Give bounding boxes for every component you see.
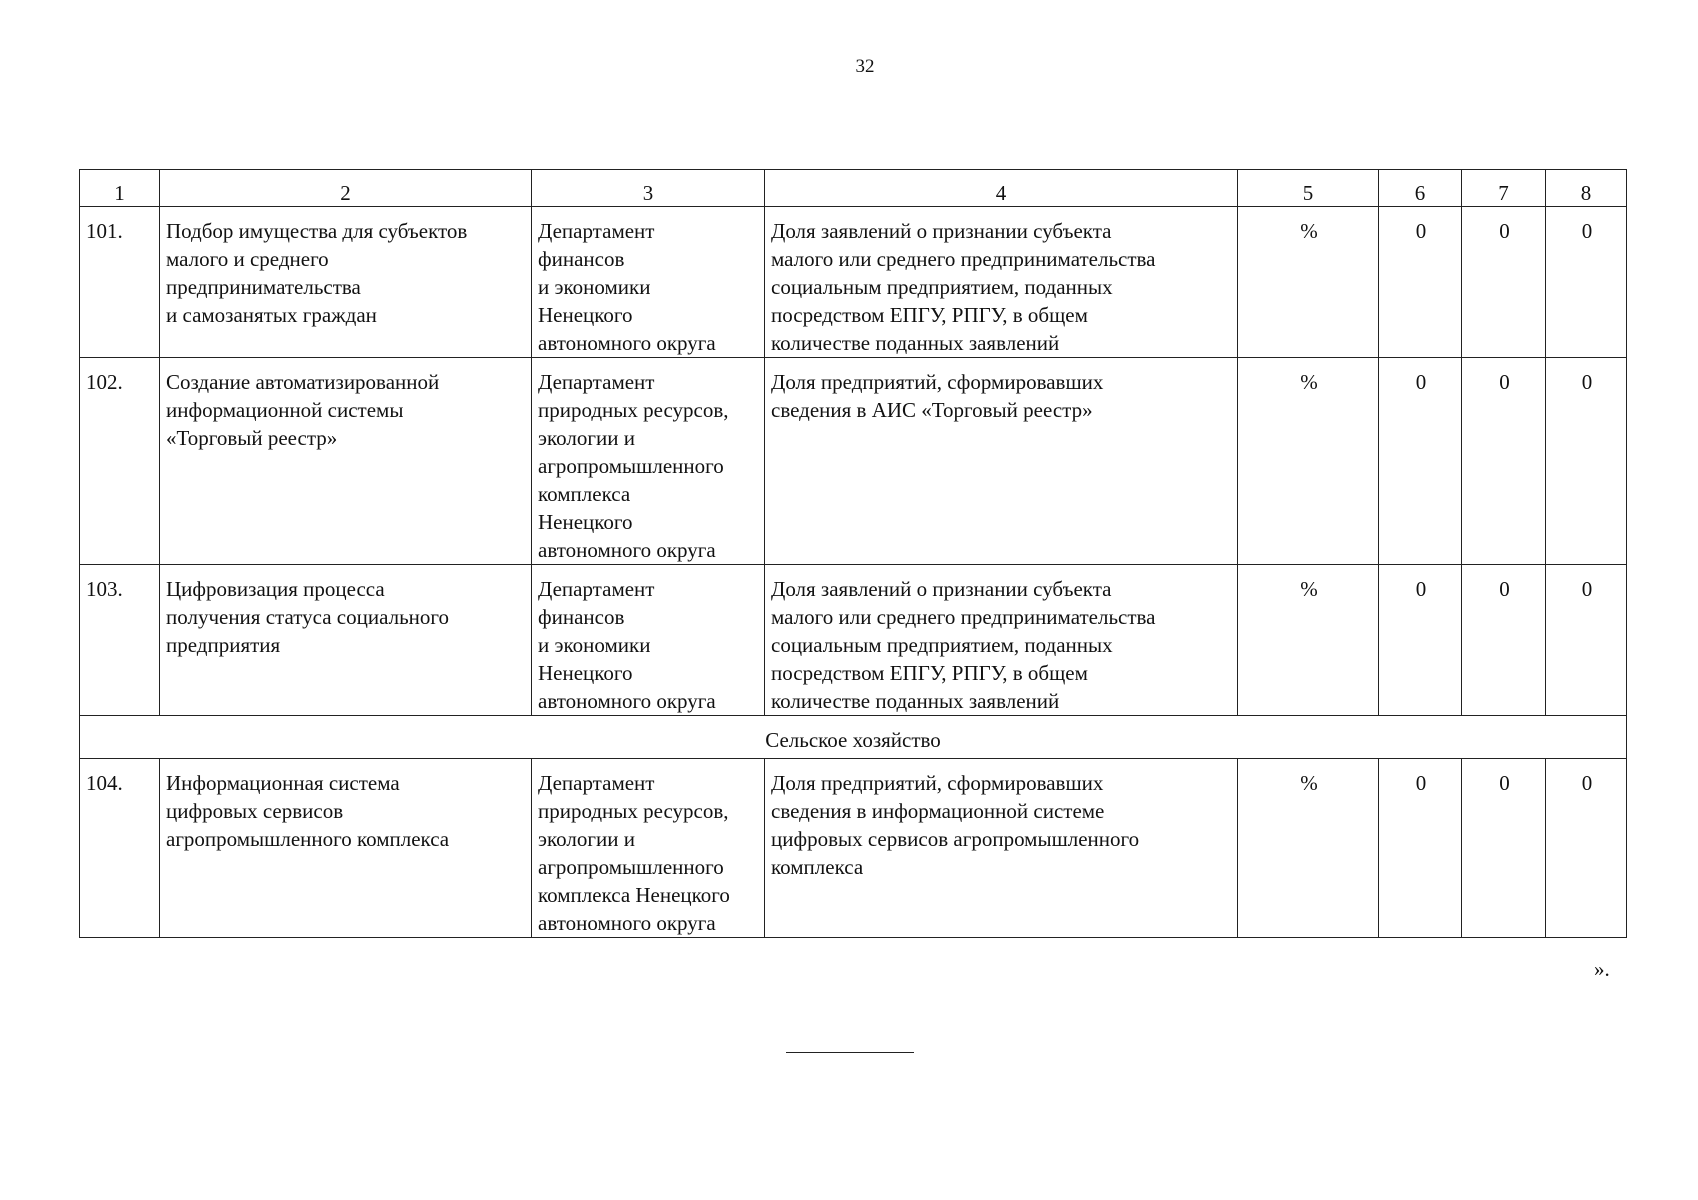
indicators-table <box>79 169 1627 938</box>
column-number: 1 <box>80 170 160 207</box>
column-number: 7 <box>1462 170 1546 207</box>
closing-quote-mark: ». <box>1594 957 1610 981</box>
value-cell: 0 <box>1379 565 1462 716</box>
table-row <box>80 358 1627 565</box>
value-cell: 0 <box>1546 358 1627 565</box>
value-cell: 0 <box>1462 207 1546 358</box>
value-cell: 0 <box>1379 759 1462 938</box>
table-row <box>80 759 1627 938</box>
table-row <box>80 565 1627 716</box>
value-cell: 0 <box>1546 759 1627 938</box>
value-cell: 0 <box>1462 759 1546 938</box>
value-cell: 0 <box>1379 358 1462 565</box>
indicator-description: Доля предприятий, сформировавших сведения в АИС «Торговый реестр» <box>765 358 1238 565</box>
row-number: 101. <box>80 207 160 358</box>
measure-name: Создание автоматизированной информационной системы «Торговый реестр» <box>160 358 532 565</box>
column-number-row <box>80 170 1627 207</box>
value-cell: 0 <box>1462 565 1546 716</box>
section-title: Сельское хозяйство <box>80 716 1627 759</box>
column-number: 2 <box>160 170 532 207</box>
responsible-department: Департамент природных ресурсов, экологии и агропромышленного комплекса Ненецкого автономного округа <box>532 358 765 565</box>
unit-cell: % <box>1238 759 1379 938</box>
column-number: 8 <box>1546 170 1627 207</box>
value-cell: 0 <box>1379 207 1462 358</box>
row-number: 104. <box>80 759 160 938</box>
column-number: 3 <box>532 170 765 207</box>
row-number: 102. <box>80 358 160 565</box>
unit-cell: % <box>1238 207 1379 358</box>
responsible-department: Департамент природных ресурсов, экологии и агропромышленного комплекса Ненецкого автономного округа <box>532 759 765 938</box>
responsible-department: Департамент финансов и экономики Ненецкого автономного округа <box>532 207 765 358</box>
table-row <box>80 207 1627 358</box>
indicator-description: Доля заявлений о признании субъекта малого или среднего предпринимательства социальным предприятием, поданных посредством ЕПГУ, РПГУ, в общем количестве поданных заявлений <box>765 565 1238 716</box>
unit-cell: % <box>1238 565 1379 716</box>
measure-name: Цифровизация процесса получения статуса социального предприятия <box>160 565 532 716</box>
indicator-description: Доля заявлений о признании субъекта малого или среднего предпринимательства социальным предприятием, поданных посредством ЕПГУ, РПГУ, в общем количестве поданных заявлений <box>765 207 1238 358</box>
row-number: 103. <box>80 565 160 716</box>
value-cell: 0 <box>1546 565 1627 716</box>
measure-name: Подбор имущества для субъектов малого и среднего предпринимательства и самозанятых граждан <box>160 207 532 358</box>
end-of-document-rule <box>786 1052 914 1053</box>
unit-cell: % <box>1238 358 1379 565</box>
indicator-description: Доля предприятий, сформировавших сведения в информационной системе цифровых сервисов агропромышленного комплекса <box>765 759 1238 938</box>
measure-name: Информационная система цифровых сервисов агропромышленного комплекса <box>160 759 532 938</box>
responsible-department: Департамент финансов и экономики Ненецкого автономного округа <box>532 565 765 716</box>
column-number: 5 <box>1238 170 1379 207</box>
value-cell: 0 <box>1462 358 1546 565</box>
page-number: 32 <box>855 56 875 77</box>
column-number: 6 <box>1379 170 1462 207</box>
value-cell: 0 <box>1546 207 1627 358</box>
section-heading-row <box>80 716 1627 759</box>
column-number: 4 <box>765 170 1238 207</box>
